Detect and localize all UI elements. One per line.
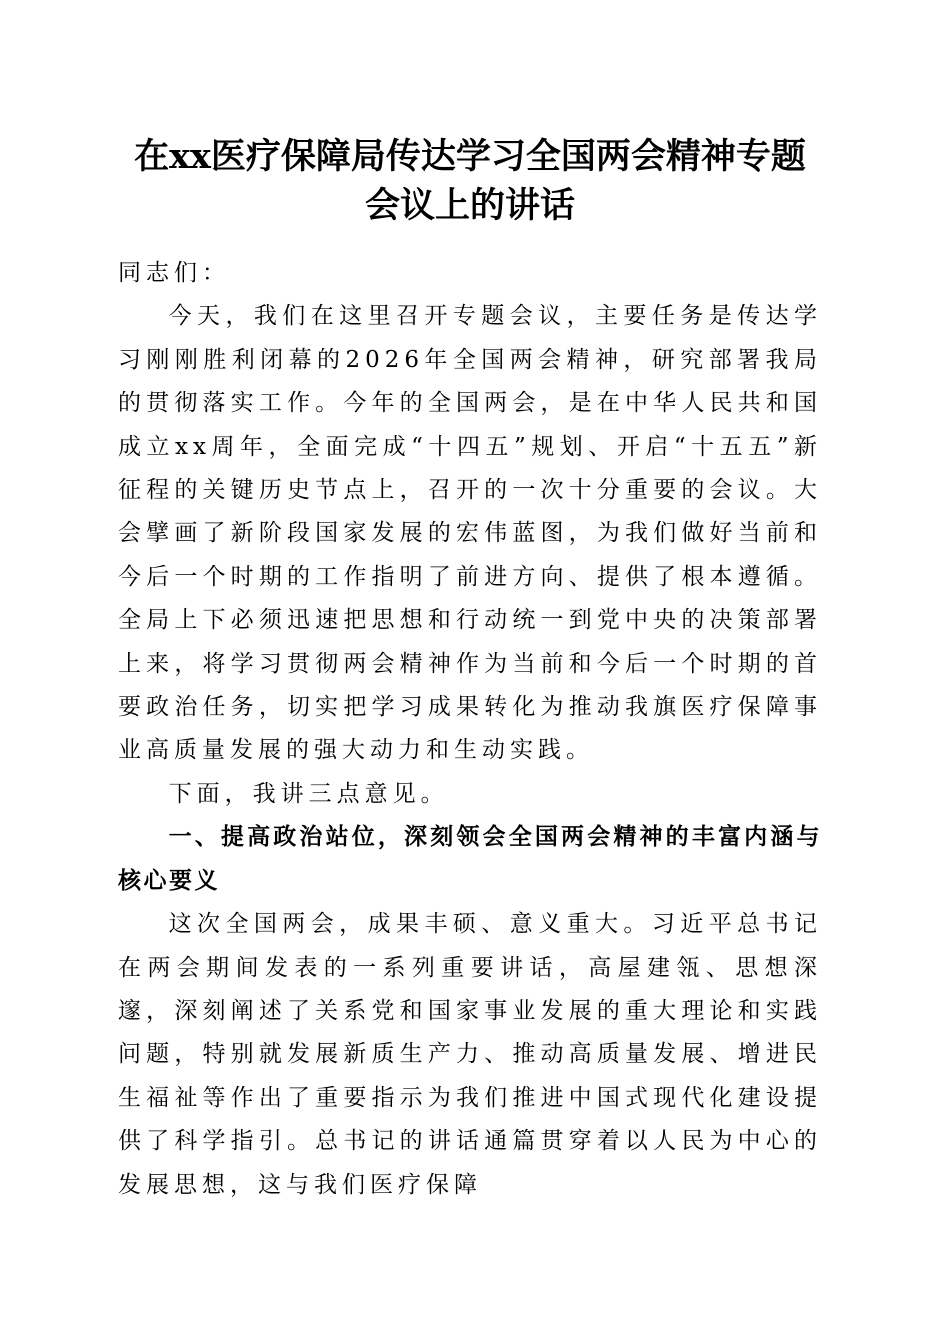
section-1-paragraph: 这次全国两会，成果丰硕、意义重大。习近平总书记在两会期间发表的一系列重要讲话，高屋建瓴、思想深邃，深刻阐述了关系党和国家事业发展的重大理论和实践问题，特别就发展新质生产力、推动高质量发展、增进民生福祉等作出了重要指示为我们推进中国式现代化建设提供了科学指引。总书记的讲话通篇贯穿着以人民为中心的发展思想，这与我们医疗保障: [118, 911, 822, 1198]
intro-paragraph: 今天，我们在这里召开专题会议，主要任务是传达学习刚刚胜利闭幕的2026年全国两会精神，研究部署我局的贯彻落实工作。今年的全国两会，是在中华人民共和国成立xx周年，全面完成“十四五”规划、开启“十五五”新征程的关键历史节点上，召开的一次十分重要的会议。大会擘画了新阶段国家发展的宏伟蓝图，为我们做好当前和今后一个时期的工作指明了前进方向、提供了根本遵循。全局上下必须迅速把思想和行动统一到党中央的决策部署上来，将学习贯彻两会精神作为当前和今后一个时期的首要政治任务，切实把学习成果转化为推动我旗医疗保障事业高质量发展的强大动力和生动实践。: [118, 303, 822, 764]
section-heading-1: 一、提高政治站位，深刻领会全国两会精神的丰富内涵与核心要义: [118, 824, 822, 894]
document-title: [106, 132, 834, 230]
outline-paragraph: 下面，我讲三点意见。: [168, 780, 449, 807]
document-body: [118, 252, 822, 1207]
title-line-2: 会议上的讲话: [364, 185, 575, 226]
salutation: 同志们：: [118, 260, 230, 286]
title-line-1: 在xx医疗保障局传达学习全国两会精神专题: [134, 136, 806, 177]
